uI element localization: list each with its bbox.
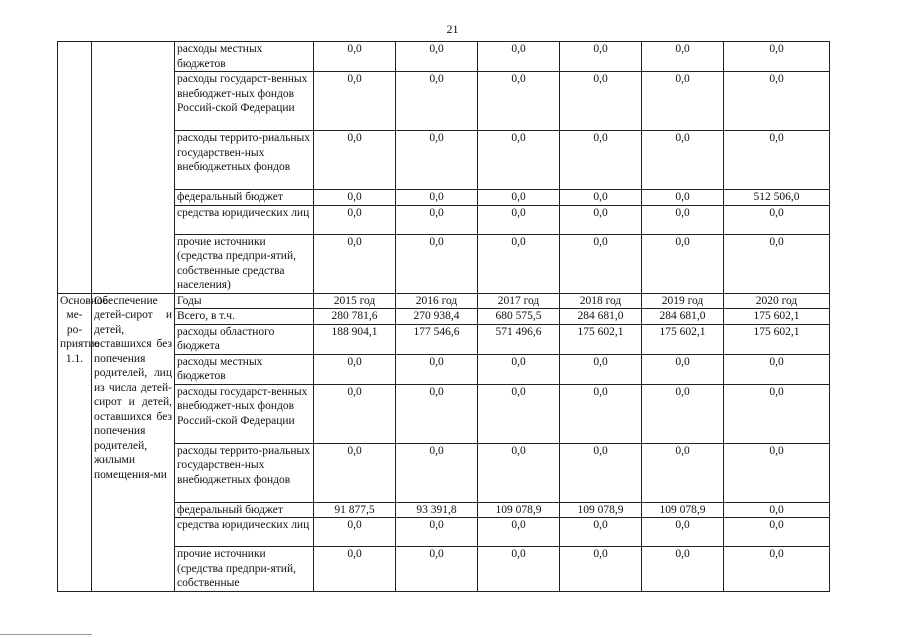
value-cell: 0,0 — [560, 234, 642, 293]
source-cell: расходы областного бюджета — [175, 324, 314, 354]
source-cell: Всего, в т.ч. — [175, 309, 314, 325]
value-cell: 0,0 — [642, 443, 724, 502]
value-cell: 0,0 — [396, 42, 478, 72]
value-cell: 0,0 — [314, 190, 396, 206]
value-cell: 0,0 — [314, 384, 396, 443]
value-cell: 284 681,0 — [642, 309, 724, 325]
value-cell: 571 496,6 — [478, 324, 560, 354]
value-cell: 0,0 — [560, 518, 642, 547]
value-cell: 0,0 — [560, 72, 642, 131]
value-cell: 175 602,1 — [642, 324, 724, 354]
empty-measure-label-cell — [58, 42, 92, 294]
value-cell: 0,0 — [314, 547, 396, 592]
value-cell: 0,0 — [724, 518, 830, 547]
year-cell: 2016 год — [396, 293, 478, 309]
value-cell: 0,0 — [724, 354, 830, 384]
value-cell: 0,0 — [642, 205, 724, 234]
value-cell: 0,0 — [314, 518, 396, 547]
value-cell: 0,0 — [642, 131, 724, 190]
value-cell: 0,0 — [314, 72, 396, 131]
value-cell: 0,0 — [724, 443, 830, 502]
value-cell: 175 602,1 — [724, 309, 830, 325]
source-cell: средства юридических лиц — [175, 205, 314, 234]
value-cell: 0,0 — [560, 205, 642, 234]
value-cell: 0,0 — [314, 205, 396, 234]
value-cell: 0,0 — [560, 131, 642, 190]
value-cell: 0,0 — [642, 234, 724, 293]
value-cell: 0,0 — [396, 384, 478, 443]
value-cell: 0,0 — [560, 443, 642, 502]
value-cell: 0,0 — [396, 131, 478, 190]
table-row — [58, 42, 830, 72]
value-cell: 0,0 — [396, 234, 478, 293]
value-cell: 0,0 — [560, 547, 642, 592]
scan-edge-divider — [0, 634, 92, 635]
value-cell: 0,0 — [314, 234, 396, 293]
value-cell: 0,0 — [724, 72, 830, 131]
value-cell: 0,0 — [478, 354, 560, 384]
value-cell: 0,0 — [642, 72, 724, 131]
value-cell: 0,0 — [396, 190, 478, 206]
year-cell: 2017 год — [478, 293, 560, 309]
source-cell: Годы — [175, 293, 314, 309]
value-cell: 91 877,5 — [314, 502, 396, 518]
value-cell: 0,0 — [314, 131, 396, 190]
value-cell: 0,0 — [724, 205, 830, 234]
value-cell: 0,0 — [560, 42, 642, 72]
value-cell: 109 078,9 — [560, 502, 642, 518]
table-block-previous-measure — [58, 42, 830, 294]
source-cell: прочие источники (средства предпри-ятий, собственные средства населения) — [175, 234, 314, 293]
source-cell: расходы местных бюджетов — [175, 354, 314, 384]
source-cell: федеральный бюджет — [175, 502, 314, 518]
source-cell: расходы местных бюджетов — [175, 42, 314, 72]
year-cell: 2019 год — [642, 293, 724, 309]
value-cell: 0,0 — [478, 190, 560, 206]
value-cell: 0,0 — [642, 42, 724, 72]
value-cell: 0,0 — [478, 72, 560, 131]
value-cell: 0,0 — [642, 518, 724, 547]
source-cell: средства юридических лиц — [175, 518, 314, 547]
table-block-measure-1-1 — [58, 293, 830, 591]
value-cell: 0,0 — [724, 384, 830, 443]
value-cell: 0,0 — [396, 547, 478, 592]
value-cell: 93 391,8 — [396, 502, 478, 518]
value-cell: 188 904,1 — [314, 324, 396, 354]
value-cell: 0,0 — [478, 205, 560, 234]
value-cell: 0,0 — [560, 384, 642, 443]
value-cell: 280 781,6 — [314, 309, 396, 325]
value-cell: 0,0 — [642, 190, 724, 206]
value-cell: 512 506,0 — [724, 190, 830, 206]
value-cell: 0,0 — [314, 354, 396, 384]
value-cell: 0,0 — [396, 518, 478, 547]
value-cell: 0,0 — [396, 443, 478, 502]
year-cell: 2015 год — [314, 293, 396, 309]
empty-measure-name-cell — [92, 42, 175, 294]
value-cell: 109 078,9 — [478, 502, 560, 518]
source-cell: расходы государст-венных внебюджет-ных фондов Россий-ской Федерации — [175, 384, 314, 443]
value-cell: 0,0 — [478, 547, 560, 592]
value-cell: 0,0 — [724, 547, 830, 592]
value-cell: 0,0 — [642, 547, 724, 592]
value-cell: 0,0 — [314, 42, 396, 72]
table-row — [58, 293, 830, 309]
value-cell: 0,0 — [560, 190, 642, 206]
value-cell: 0,0 — [396, 72, 478, 131]
source-cell: прочие источники (средства предпри-ятий, собственные — [175, 547, 314, 592]
value-cell: 175 602,1 — [724, 324, 830, 354]
value-cell: 0,0 — [396, 354, 478, 384]
value-cell: 680 575,5 — [478, 309, 560, 325]
value-cell: 0,0 — [642, 384, 724, 443]
value-cell: 0,0 — [478, 234, 560, 293]
value-cell: 0,0 — [478, 42, 560, 72]
source-cell: расходы террито-риальных государствен-ных внебюджетных фондов — [175, 443, 314, 502]
measure-label-cell: Основное ме-ро-приятие 1.1. — [58, 293, 92, 591]
value-cell: 0,0 — [478, 131, 560, 190]
value-cell: 175 602,1 — [560, 324, 642, 354]
measure-name-cell: Обеспечение детей-сирот и детей, оставшихся без попечения родителей, лиц из числа детей-сирот и детей, оставшихся без попечения родителей, жилыми помещения-ми — [92, 293, 175, 591]
value-cell: 0,0 — [724, 234, 830, 293]
value-cell: 0,0 — [478, 384, 560, 443]
budget-table — [57, 41, 830, 592]
source-cell: расходы террито-риальных государствен-ных внебюджетных фондов — [175, 131, 314, 190]
value-cell: 177 546,6 — [396, 324, 478, 354]
value-cell: 0,0 — [724, 502, 830, 518]
source-cell: расходы государст-венных внебюджет-ных фондов Россий-ской Федерации — [175, 72, 314, 131]
value-cell: 109 078,9 — [642, 502, 724, 518]
value-cell: 0,0 — [724, 131, 830, 190]
source-cell: федеральный бюджет — [175, 190, 314, 206]
value-cell: 0,0 — [478, 443, 560, 502]
value-cell: 0,0 — [642, 354, 724, 384]
value-cell: 0,0 — [724, 42, 830, 72]
value-cell: 284 681,0 — [560, 309, 642, 325]
value-cell: 270 938,4 — [396, 309, 478, 325]
value-cell: 0,0 — [478, 518, 560, 547]
value-cell: 0,0 — [314, 443, 396, 502]
page-number: 21 — [446, 22, 459, 36]
value-cell: 0,0 — [396, 205, 478, 234]
year-cell: 2018 год — [560, 293, 642, 309]
year-cell: 2020 год — [724, 293, 830, 309]
value-cell: 0,0 — [560, 354, 642, 384]
